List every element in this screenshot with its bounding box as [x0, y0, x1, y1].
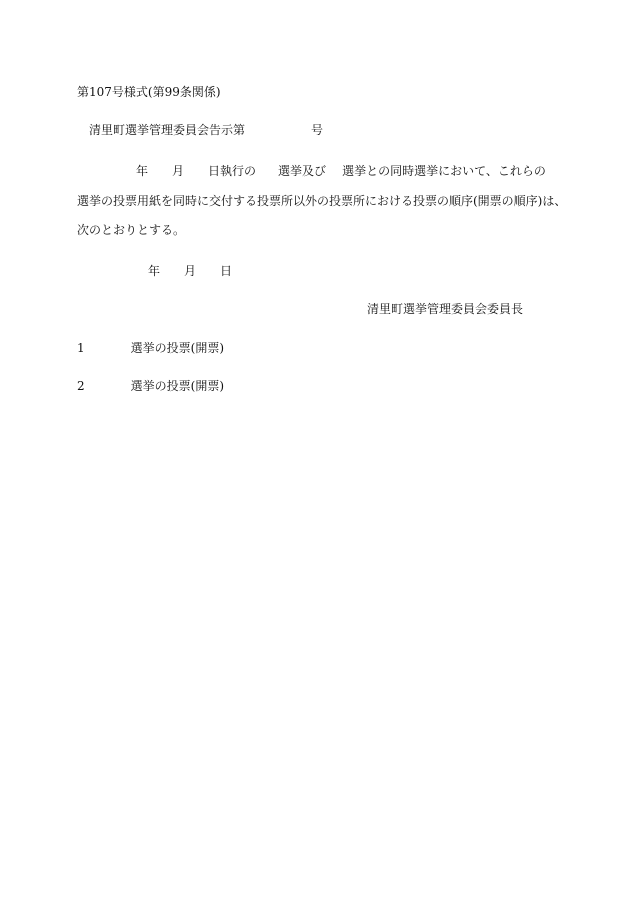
date-month: 月 [184, 264, 197, 278]
list-item [77, 379, 224, 393]
body-election-same: 選挙との同時選挙において、これらの [342, 164, 546, 178]
body-election-and: 選挙及び [278, 164, 327, 178]
body-month: 月 [172, 164, 185, 178]
date-day: 日 [220, 264, 233, 278]
notice-number-suffix: 号 [311, 123, 324, 137]
body-line-1 [136, 164, 546, 178]
body-day-exec: 日執行の [208, 164, 257, 178]
item-number: 2 [77, 379, 85, 393]
item-text: 選挙の投票(開票) [130, 379, 225, 393]
date-year: 年 [148, 264, 161, 278]
body-line-2: 選挙の投票用紙を同時に交付する投票所以外の投票所における投票の順序(開票の順序)は、 [77, 194, 567, 208]
signatory: 清里町選挙管理委員会委員長 [367, 302, 524, 316]
notice-org: 清里町選挙管理委員会告示第 [89, 123, 246, 137]
notice-date [148, 264, 232, 278]
body-line-3: 次のとおりとする。 [77, 223, 186, 237]
item-text: 選挙の投票(開票) [130, 341, 225, 355]
item-number: 1 [77, 341, 85, 355]
form-title: 第107号様式(第99条関係) [77, 85, 221, 99]
notice-line [89, 123, 323, 137]
body-year: 年 [136, 164, 149, 178]
list-item [77, 341, 224, 355]
